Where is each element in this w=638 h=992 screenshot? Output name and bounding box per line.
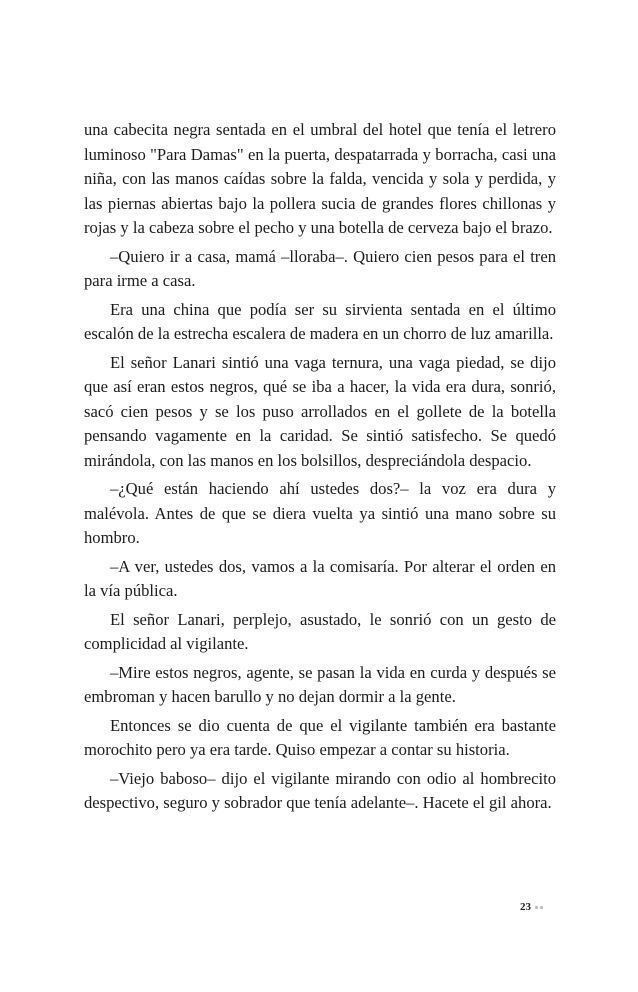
paragraph-4: El señor Lanari sintió una vaga ternura, una vaga piedad, se dijo que así eran estos negros, qué se iba a hacer, la vida era dura, sonrió, sacó cien pesos y se los puso arrollados en el gollete de la botella pensando vagamente en la caridad. Se sintió satisfecho. Se quedó mirándola, con las manos en los bolsillos, despreciándola despacio. (84, 352, 556, 470)
paragraph-10: –Viejo baboso– dijo el vigilante mirando con odio al hombrecito despectivo, seguro y sobrador que tenía adelante–. Hacete el gil ahora. (84, 768, 556, 812)
paragraph-3: Era una china que podía ser su sirvienta sentada en el último escalón de la estrecha escalera de madera en un chorro de luz amarilla. (84, 299, 556, 343)
paragraph-1: una cabecita negra sentada en el umbral del hotel que tenía el letrero luminoso "Para Damas" en la puerta, despatarrada y borracha, casi una niña, con las manos caídas sobre la falda, vencida y sola y perdida, y las piernas abiertas bajo la pollera sucia de grandes flores chillonas y rojas y la cabeza sobre el pecho y una botella de cerveza bajo el brazo. (84, 120, 556, 237)
dot-icon (540, 906, 543, 909)
paragraph-8: –Mire estos negros, agente, se pasan la vida en curda y después se embroman y hacen barullo y no dejan dormir a la gente. (84, 662, 556, 706)
paragraph-9: Entonces se dio cuenta de que el vigilante también era bastante morochito pero ya era tarde. Quiso empezar a contar su historia. (84, 715, 556, 759)
page-number: 23 (520, 901, 531, 913)
paragraph-6: –A ver, ustedes dos, vamos a la comisaría. Por alterar el orden en la vía pública. (84, 556, 556, 600)
page-footer (520, 897, 590, 917)
paragraph-5: –¿Qué están haciendo ahí ustedes dos?– la voz era dura y malévola. Antes de que se diera vuelta ya sintió una mano sobre su hombro. (84, 479, 556, 547)
dot-icon (535, 906, 538, 909)
paragraph-2: –Quiero ir a casa, mamá –lloraba–. Quiero cien pesos para el tren para irme a casa. (84, 246, 556, 290)
page-body (84, 118, 556, 820)
paragraph-7: El señor Lanari, perplejo, asustado, le sonrió con un gesto de complicidad al vigilante. (84, 609, 556, 653)
ornament-dots-icon (535, 906, 543, 909)
